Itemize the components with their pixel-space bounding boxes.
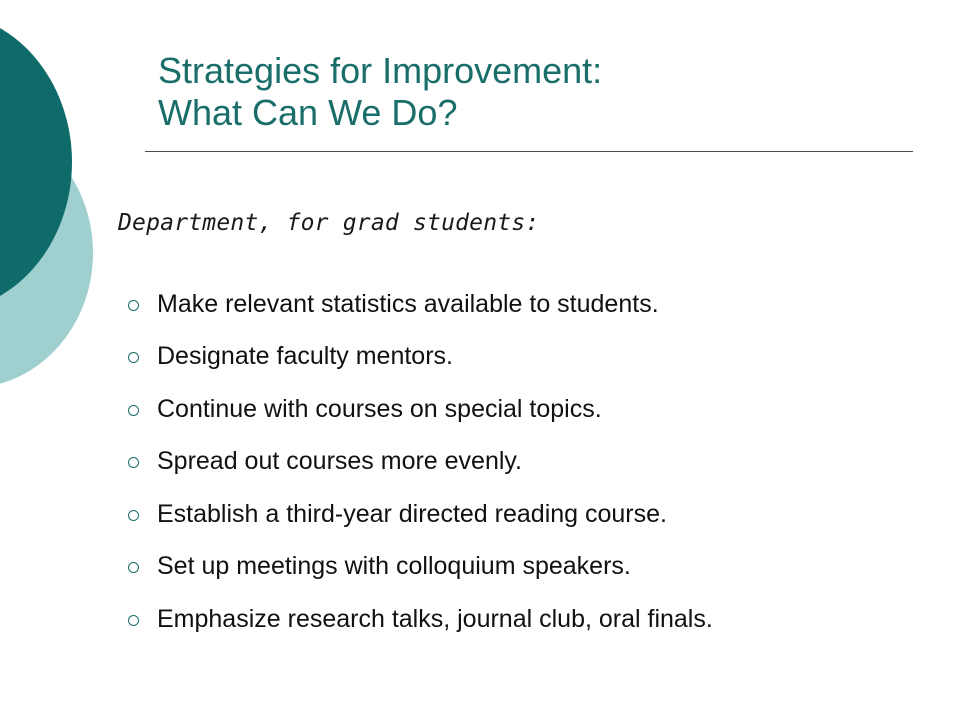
list-item (128, 593, 713, 646)
bullet-list (128, 278, 713, 646)
bullet-text: Make relevant statistics available to students. (157, 289, 659, 318)
list-item (128, 541, 713, 594)
bullet-text: Emphasize research talks, journal club, oral finals. (157, 604, 713, 633)
list-item (128, 331, 713, 384)
list-item (128, 436, 713, 489)
hollow-circle-icon (128, 510, 139, 521)
hollow-circle-icon (128, 562, 139, 573)
title-line-1: Strategies for Improvement: (158, 50, 603, 91)
list-item (128, 278, 713, 331)
bullet-text: Continue with courses on special topics. (157, 394, 602, 423)
hollow-circle-icon (128, 615, 139, 626)
bullet-text: Set up meetings with colloquium speakers. (157, 552, 631, 581)
hollow-circle-icon (128, 300, 139, 311)
section-subtitle: Department, for grad students: (118, 210, 540, 236)
hollow-circle-icon (128, 352, 139, 363)
list-item (128, 488, 713, 541)
bullet-text: Designate faculty mentors. (157, 342, 453, 371)
title-divider (145, 151, 913, 152)
list-item (128, 383, 713, 436)
title-line-2: What Can We Do? (158, 92, 458, 133)
hollow-circle-icon (128, 405, 139, 416)
bullet-text: Spread out courses more evenly. (157, 447, 523, 476)
slide-title (158, 50, 602, 134)
hollow-circle-icon (128, 457, 139, 468)
bullet-text: Establish a third-year directed reading course. (157, 499, 667, 528)
